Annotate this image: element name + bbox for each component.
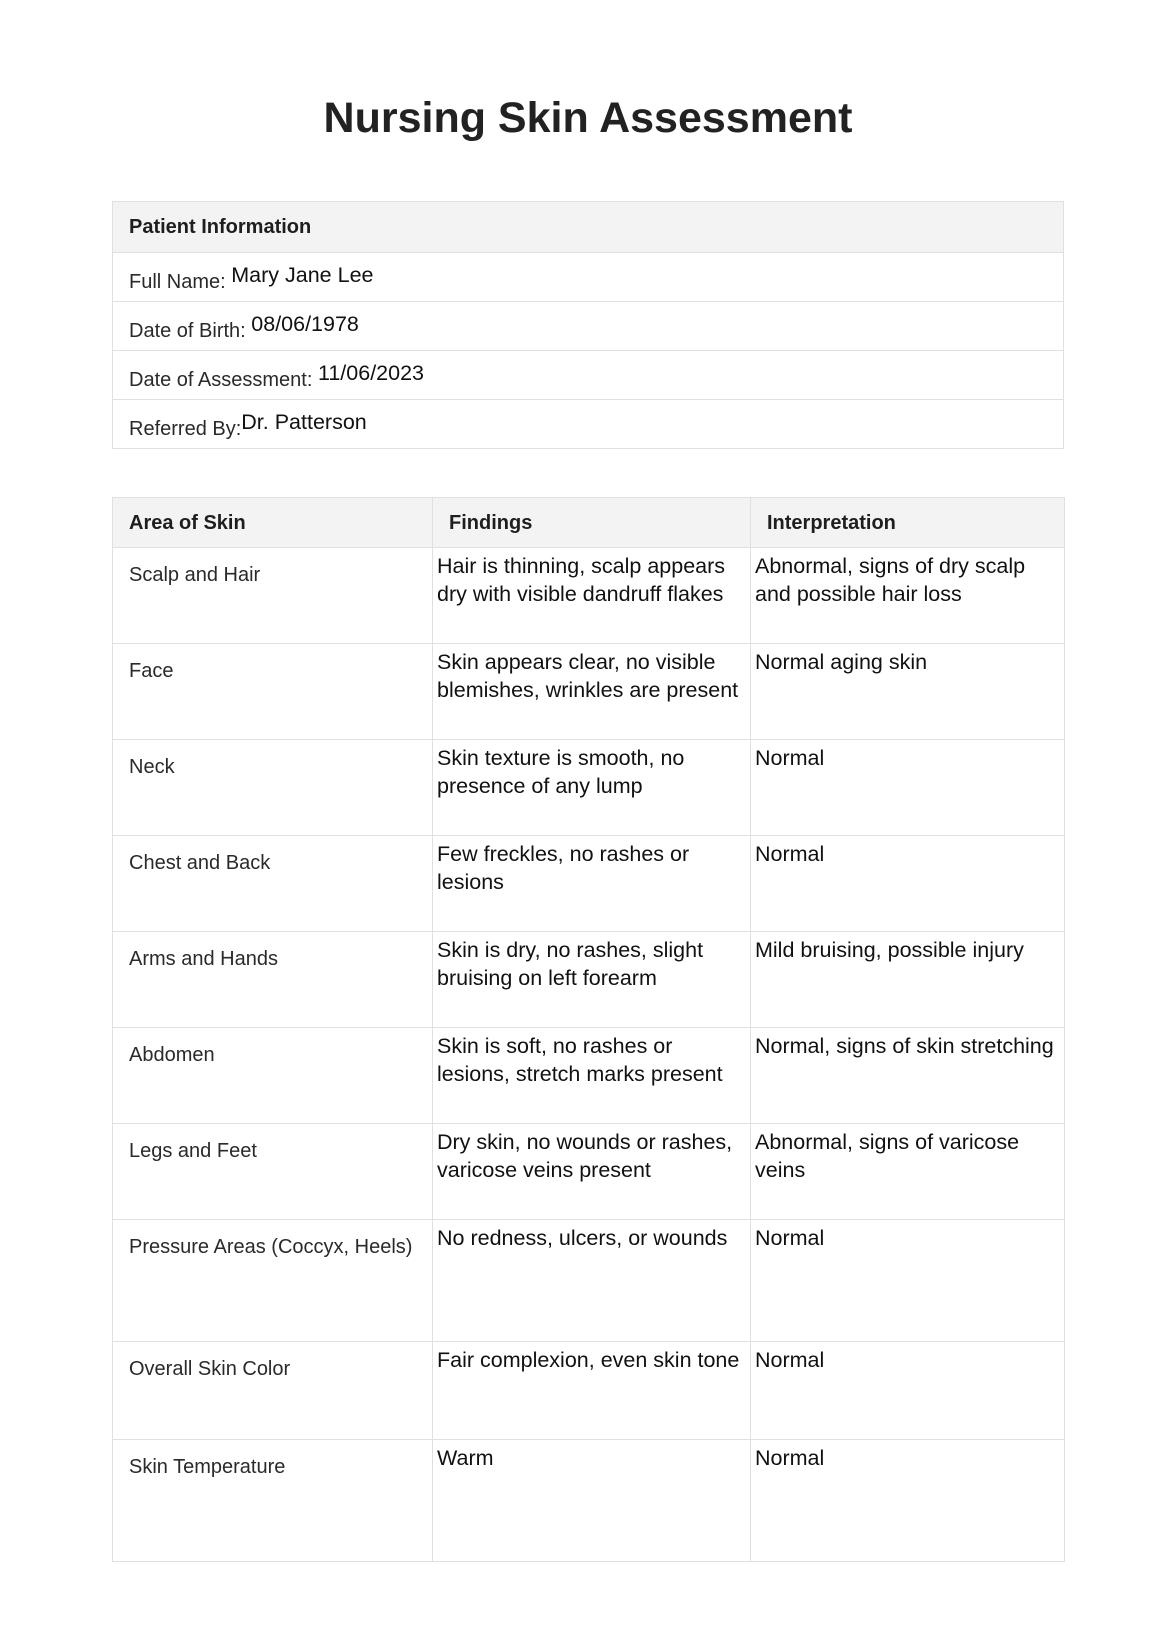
findings-cell: Dry skin, no wounds or rashes, varicose veins present bbox=[433, 1124, 751, 1220]
interpretation-cell: Normal bbox=[751, 740, 1065, 836]
findings-cell: Skin appears clear, no visible blemishes, wrinkles are present bbox=[433, 644, 751, 740]
interpretation-cell: Abnormal, signs of dry scalp and possible hair loss bbox=[751, 548, 1065, 644]
findings-cell: Skin is dry, no rashes, slight bruising on left forearm bbox=[433, 932, 751, 1028]
table-row bbox=[113, 932, 1065, 1028]
full-name-row bbox=[113, 253, 1064, 302]
interpretation-cell: Normal, signs of skin stretching bbox=[751, 1028, 1065, 1124]
area-cell: Neck bbox=[113, 740, 433, 836]
skin-assessment-table bbox=[112, 497, 1065, 1562]
column-header-findings: Findings bbox=[433, 498, 751, 548]
findings-cell: Warm bbox=[433, 1440, 751, 1562]
findings-cell: Fair complexion, even skin tone bbox=[433, 1342, 751, 1440]
area-cell: Abdomen bbox=[113, 1028, 433, 1124]
table-row bbox=[113, 548, 1065, 644]
table-row bbox=[113, 836, 1065, 932]
area-cell: Skin Temperature bbox=[113, 1440, 433, 1562]
interpretation-cell: Mild bruising, possible injury bbox=[751, 932, 1065, 1028]
findings-cell: No redness, ulcers, or wounds bbox=[433, 1220, 751, 1342]
table-row bbox=[113, 1028, 1065, 1124]
table-row bbox=[113, 740, 1065, 836]
area-cell: Chest and Back bbox=[113, 836, 433, 932]
findings-cell: Skin is soft, no rashes or lesions, stretch marks present bbox=[433, 1028, 751, 1124]
referred-by-row bbox=[113, 400, 1064, 449]
interpretation-cell: Normal bbox=[751, 1342, 1065, 1440]
dob-value: 08/06/1978 bbox=[251, 311, 359, 336]
table-row bbox=[113, 1124, 1065, 1220]
interpretation-cell: Normal bbox=[751, 836, 1065, 932]
interpretation-cell: Normal aging skin bbox=[751, 644, 1065, 740]
findings-cell: Few freckles, no rashes or lesions bbox=[433, 836, 751, 932]
column-header-interpretation: Interpretation bbox=[751, 498, 1065, 548]
area-cell: Arms and Hands bbox=[113, 932, 433, 1028]
area-cell: Pressure Areas (Coccyx, Heels) bbox=[113, 1220, 433, 1342]
interpretation-cell: Normal bbox=[751, 1440, 1065, 1562]
interpretation-cell: Normal bbox=[751, 1220, 1065, 1342]
patient-info-header: Patient Information bbox=[113, 202, 1064, 253]
area-cell: Scalp and Hair bbox=[113, 548, 433, 644]
dob-row bbox=[113, 302, 1064, 351]
dob-label: Date of Birth: bbox=[129, 319, 246, 342]
referred-by-label: Referred By: bbox=[129, 417, 242, 440]
patient-information-table bbox=[112, 201, 1064, 449]
table-row bbox=[113, 1440, 1065, 1562]
full-name-label: Full Name: bbox=[129, 270, 226, 293]
area-cell: Overall Skin Color bbox=[113, 1342, 433, 1440]
full-name-value: Mary Jane Lee bbox=[231, 262, 374, 287]
table-row bbox=[113, 644, 1065, 740]
table-row bbox=[113, 1220, 1065, 1342]
findings-cell: Skin texture is smooth, no presence of any lump bbox=[433, 740, 751, 836]
page-title: Nursing Skin Assessment bbox=[323, 94, 853, 142]
assessment-date-label: Date of Assessment: bbox=[129, 368, 313, 391]
referred-by-value: Dr. Patterson bbox=[241, 409, 367, 434]
patient-info-header-row bbox=[113, 202, 1064, 253]
assessment-header-row bbox=[113, 498, 1065, 548]
area-cell: Legs and Feet bbox=[113, 1124, 433, 1220]
assessment-date-value: 11/06/2023 bbox=[317, 360, 424, 385]
area-cell: Face bbox=[113, 644, 433, 740]
interpretation-cell: Abnormal, signs of varicose veins bbox=[751, 1124, 1065, 1220]
findings-cell: Hair is thinning, scalp appears dry with visible dandruff flakes bbox=[433, 548, 751, 644]
table-row bbox=[113, 1342, 1065, 1440]
assessment-date-row bbox=[113, 351, 1064, 400]
column-header-area: Area of Skin bbox=[113, 498, 433, 548]
